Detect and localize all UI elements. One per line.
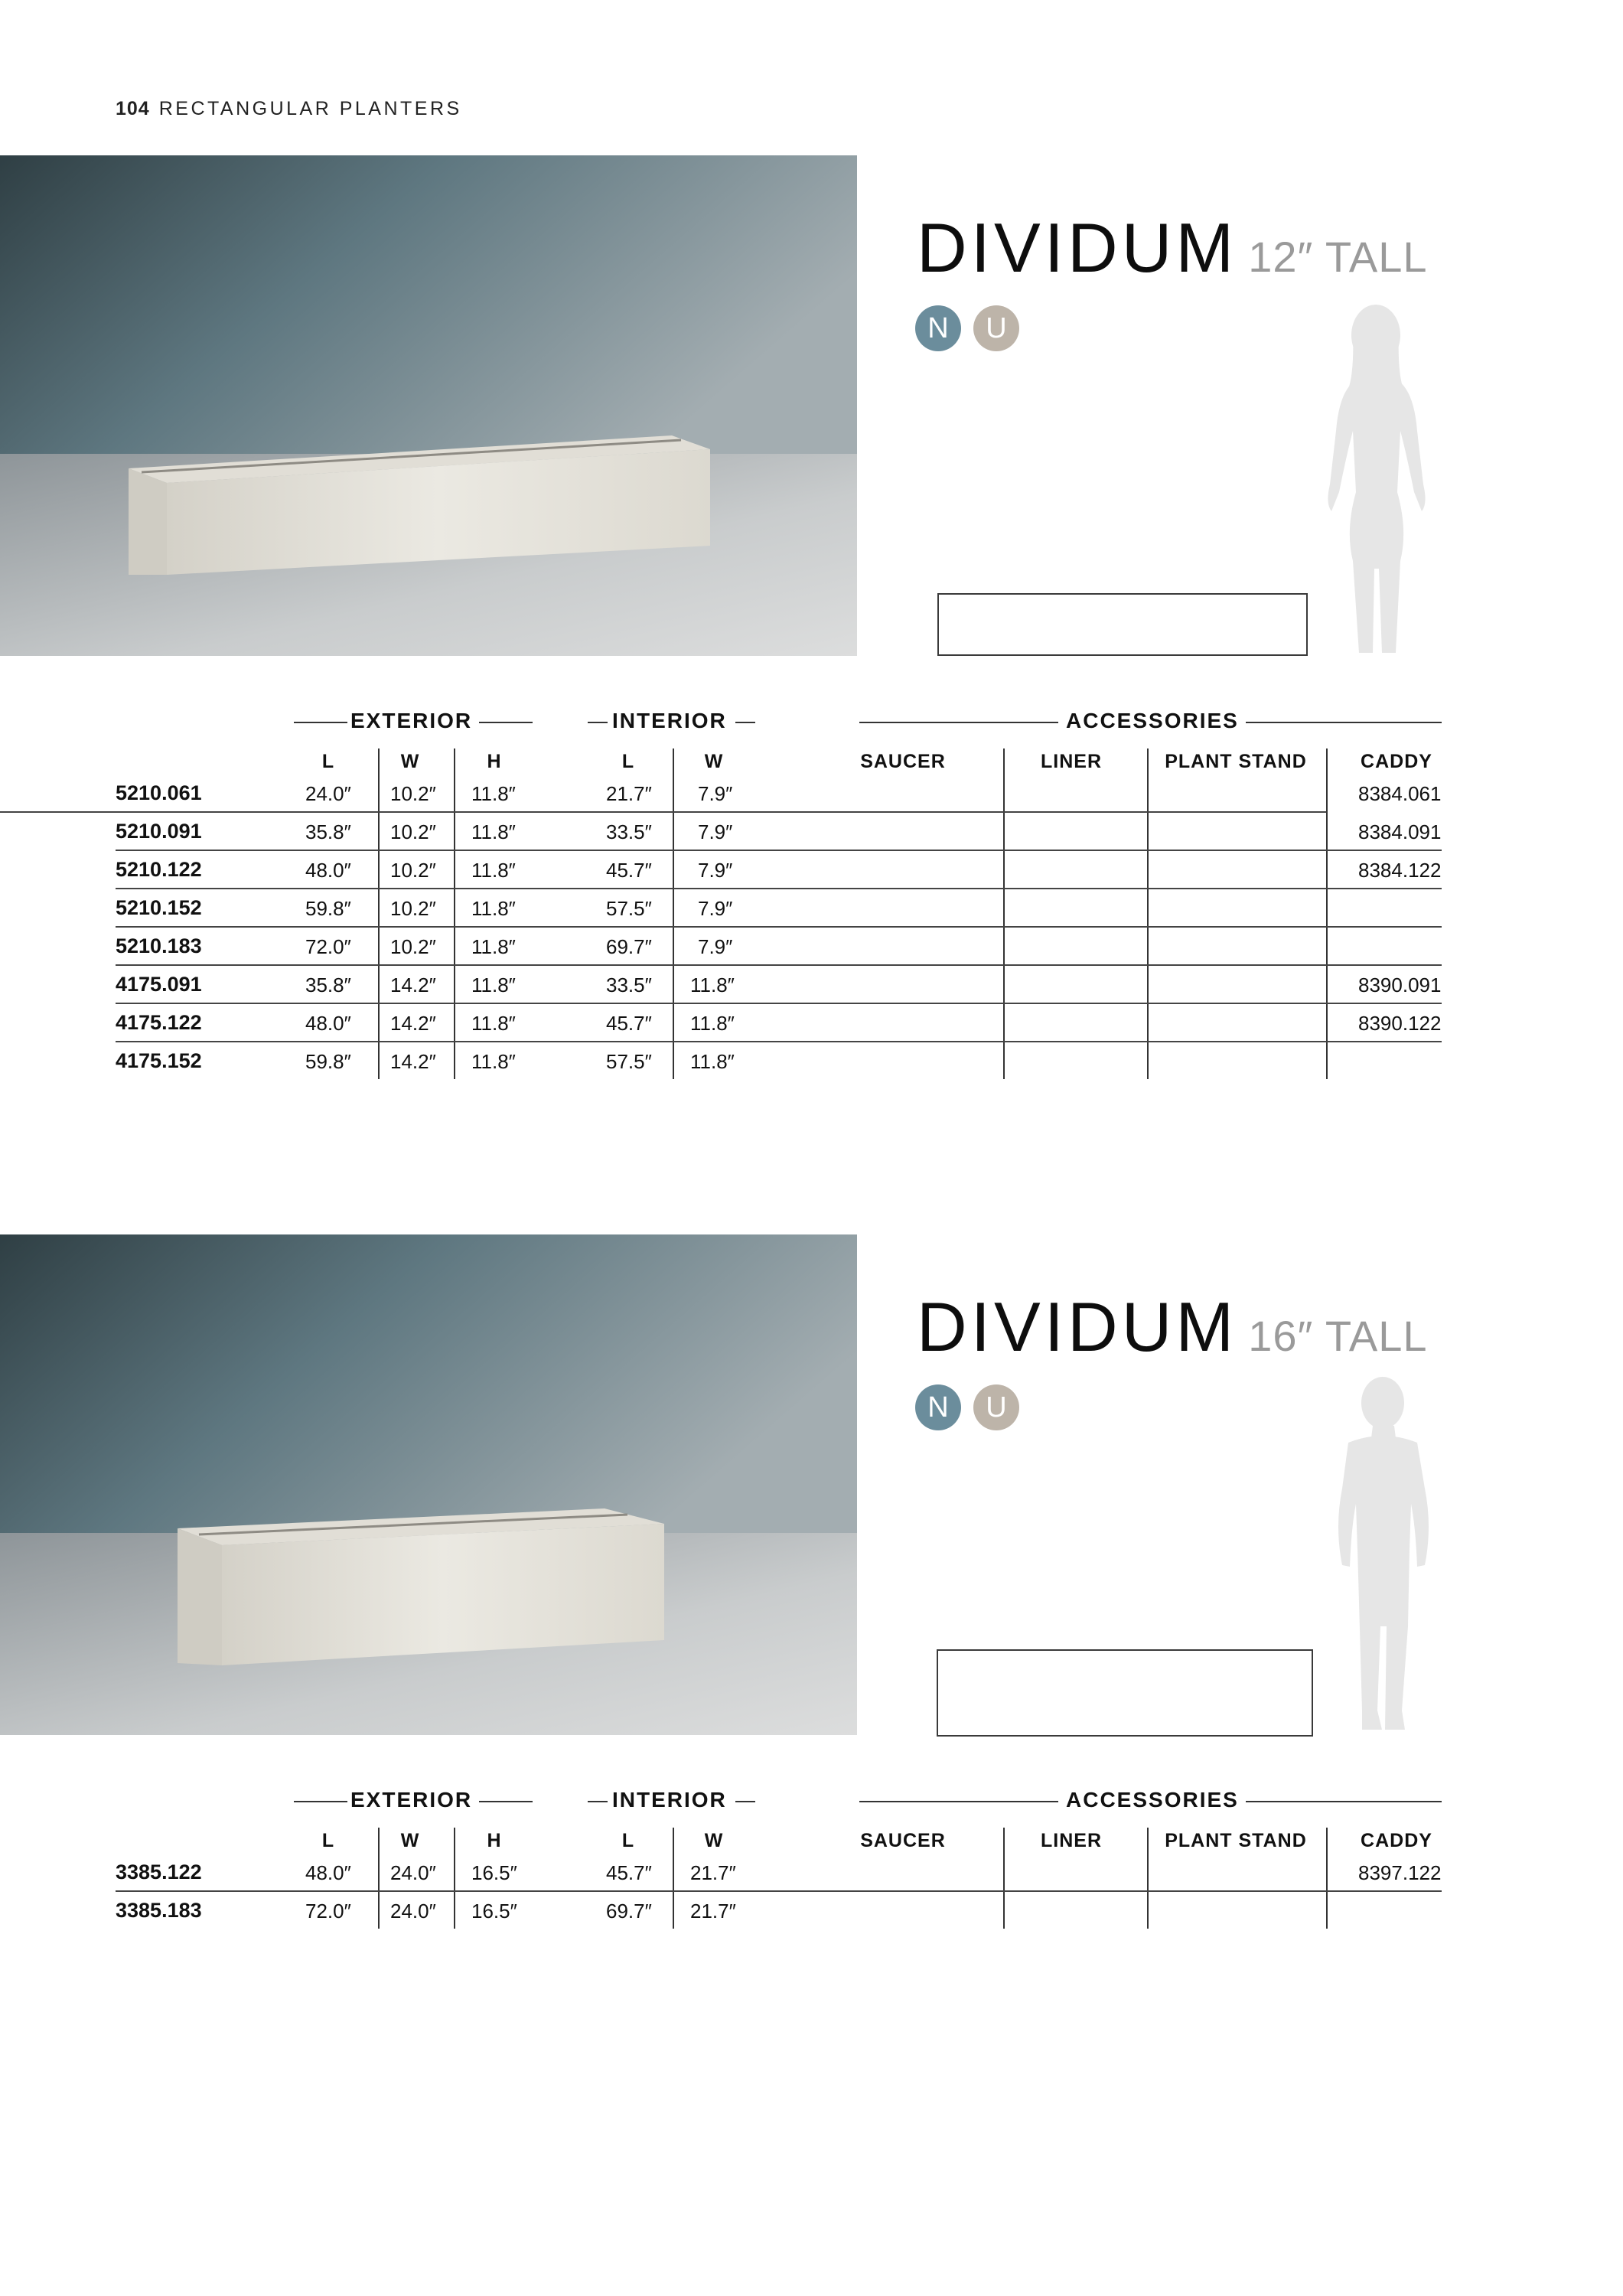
man-silhouette-icon (1310, 1374, 1448, 1741)
finish-badge-n: N (915, 1384, 961, 1430)
table-row (116, 773, 1442, 811)
ext-w: 10.2″ (390, 820, 436, 843)
ext-h: 16.5″ (471, 1900, 517, 1923)
ext-h: 11.8″ (471, 935, 516, 958)
group-header-interior: INTERIOR (612, 1788, 727, 1812)
col-header-ext-l: L (321, 751, 335, 772)
table-row (116, 1041, 1442, 1079)
ext-w: 10.2″ (390, 859, 436, 882)
page-header (116, 98, 462, 120)
woman-silhouette-icon (1309, 301, 1446, 660)
ext-w: 10.2″ (390, 935, 436, 958)
finish-badge-u: U (973, 1384, 1019, 1430)
product-name: DIVIDUM (917, 1289, 1238, 1366)
ext-h: 11.8″ (471, 782, 516, 805)
sku: 4175.152 (116, 1049, 202, 1072)
caddy: 8390.122 (1358, 1012, 1442, 1035)
sku: 4175.091 (116, 973, 202, 996)
sku: 5210.061 (116, 781, 202, 804)
product-name: DIVIDUM (917, 210, 1238, 287)
ext-l: 48.0″ (305, 1861, 351, 1884)
product-height-label: 16″ TALL (1248, 1312, 1428, 1360)
product-photo (0, 1234, 857, 1735)
sku: 5210.122 (116, 858, 202, 881)
caddy: 8384.061 (1358, 782, 1442, 805)
ext-w: 14.2″ (390, 974, 436, 996)
col-header-ext-l: L (321, 1830, 335, 1851)
ext-l: 48.0″ (305, 1012, 351, 1035)
sku: 3385.122 (116, 1861, 202, 1883)
ext-h: 11.8″ (471, 974, 516, 996)
col-header-int-l: L (621, 1830, 635, 1851)
ext-w: 14.2″ (390, 1012, 436, 1035)
ext-l: 72.0″ (305, 1900, 351, 1923)
col-header-ext-w: W (400, 1830, 420, 1851)
col-header-saucer: SAUCER (860, 751, 946, 772)
ext-l: 59.8″ (305, 1050, 351, 1073)
group-header-interior: INTERIOR (612, 709, 727, 732)
col-header-ext-w: W (400, 751, 420, 772)
finish-badge-n: N (915, 305, 961, 351)
ext-l: 72.0″ (305, 935, 351, 958)
int-l: 45.7″ (606, 1012, 652, 1035)
page-section-title: RECTANGULAR PLANTERS (158, 98, 462, 119)
ext-h: 11.8″ (471, 897, 516, 920)
table-row (116, 888, 1442, 926)
caddy: 8390.091 (1358, 974, 1442, 996)
table-row (116, 1852, 1442, 1890)
product-photo (0, 155, 857, 656)
col-header-saucer: SAUCER (860, 1830, 946, 1851)
product-height-label: 12″ TALL (1248, 233, 1428, 281)
ext-h: 11.8″ (471, 1050, 516, 1073)
sku: 4175.122 (116, 1011, 202, 1034)
ext-w: 24.0″ (390, 1861, 436, 1884)
ext-w: 14.2″ (390, 1050, 436, 1073)
ext-w: 24.0″ (390, 1900, 436, 1923)
ext-w: 10.2″ (390, 782, 436, 805)
int-l: 69.7″ (606, 935, 652, 958)
int-l: 21.7″ (606, 782, 652, 805)
caddy: 8384.122 (1358, 859, 1442, 882)
col-header-liner: LINER (1041, 751, 1102, 772)
group-header-exterior: EXTERIOR (350, 1788, 473, 1812)
sku: 3385.183 (116, 1899, 202, 1922)
int-l: 45.7″ (606, 1861, 652, 1884)
int-w: 11.8″ (690, 974, 735, 996)
ext-l: 59.8″ (305, 897, 351, 920)
col-header-caddy: CADDY (1361, 1830, 1432, 1851)
page-number: 104 (116, 98, 150, 119)
table-row (116, 811, 1442, 850)
int-w: 7.9″ (698, 820, 733, 843)
col-header-ext-h: H (487, 1830, 502, 1851)
group-header-accessories: ACCESSORIES (1066, 1788, 1239, 1812)
caddy: 8384.091 (1358, 820, 1442, 843)
int-l: 45.7″ (606, 859, 652, 882)
ext-l: 24.0″ (305, 782, 351, 805)
ext-w: 10.2″ (390, 897, 436, 920)
sku: 5210.091 (116, 820, 202, 843)
col-header-int-w: W (704, 751, 724, 772)
col-header-plant-stand: PLANT STAND (1165, 1830, 1307, 1851)
col-header-int-w: W (704, 1830, 724, 1851)
group-header-exterior: EXTERIOR (350, 709, 473, 732)
table-row (116, 1890, 1442, 1929)
table-row (116, 850, 1442, 888)
int-w: 11.8″ (690, 1012, 735, 1035)
ext-h: 11.8″ (471, 859, 516, 882)
int-w: 11.8″ (690, 1050, 735, 1073)
caddy: 8397.122 (1358, 1861, 1442, 1884)
int-w: 7.9″ (698, 859, 733, 882)
int-w: 21.7″ (690, 1900, 736, 1923)
scale-reference-box (937, 1649, 1313, 1737)
ext-h: 16.5″ (471, 1861, 517, 1884)
table-row (116, 926, 1442, 964)
ext-l: 35.8″ (305, 974, 351, 996)
int-l: 57.5″ (606, 897, 652, 920)
ext-l: 48.0″ (305, 859, 351, 882)
int-w: 7.9″ (698, 897, 733, 920)
int-w: 7.9″ (698, 782, 733, 805)
int-l: 69.7″ (606, 1900, 652, 1923)
scale-reference-box (937, 593, 1308, 656)
int-w: 21.7″ (690, 1861, 736, 1884)
col-header-int-l: L (621, 751, 635, 772)
product-title (917, 1288, 1428, 1368)
int-l: 33.5″ (606, 974, 652, 996)
int-w: 7.9″ (698, 935, 733, 958)
sku: 5210.183 (116, 934, 202, 957)
finish-badge-u: U (973, 305, 1019, 351)
table-row (116, 964, 1442, 1003)
ext-h: 11.8″ (471, 820, 516, 843)
ext-h: 11.8″ (471, 1012, 516, 1035)
col-header-plant-stand: PLANT STAND (1165, 751, 1307, 772)
group-header-accessories: ACCESSORIES (1066, 709, 1239, 732)
col-header-liner: LINER (1041, 1830, 1102, 1851)
ext-l: 35.8″ (305, 820, 351, 843)
int-l: 57.5″ (606, 1050, 652, 1073)
col-header-caddy: CADDY (1361, 751, 1432, 772)
col-header-ext-h: H (487, 751, 502, 772)
table-row (116, 1003, 1442, 1041)
product-title (917, 209, 1428, 289)
int-l: 33.5″ (606, 820, 652, 843)
sku: 5210.152 (116, 896, 202, 919)
